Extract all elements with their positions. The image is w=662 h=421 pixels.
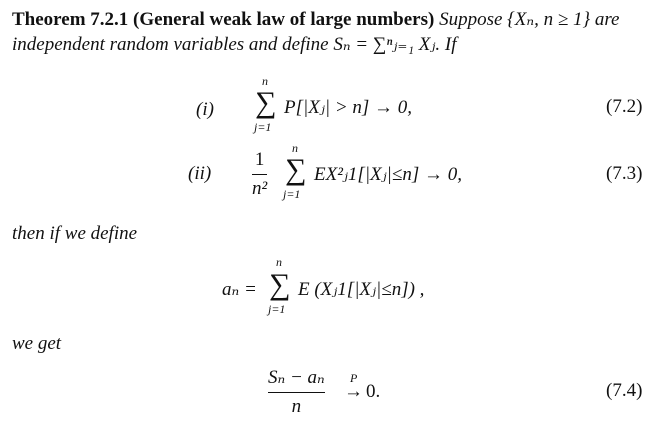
- equation-number-7-4: (7.4): [606, 380, 643, 401]
- conclusion-denominator: n: [291, 396, 302, 417]
- an-sum-top: n: [276, 255, 282, 269]
- conclusion-frac-bar: [268, 392, 325, 393]
- conclusion-fraction: [268, 366, 325, 419]
- conclusion-rhs: 0.: [366, 381, 381, 402]
- condition-ii-frac-bar: [252, 174, 267, 175]
- condition-ii-expression: EX²ⱼ1[|Xⱼ|≤n] → 0,: [314, 164, 462, 185]
- condition-i-expression: P[|Xⱼ| > n] → 0,: [284, 97, 413, 118]
- condition-ii-frac-den: n²: [252, 178, 268, 199]
- conclusion-arrow-label: P: [350, 371, 358, 385]
- condition-ii-sum-top: n: [292, 141, 298, 155]
- condition-ii-fraction: [252, 148, 267, 201]
- theorem-hypothesis-1: Suppose {Xₙ, n ≥ 1} are: [439, 9, 620, 30]
- then-text: then if we define: [12, 223, 138, 244]
- we-get-text: we get: [12, 333, 62, 354]
- condition-ii-sum-bottom: j=1: [283, 187, 301, 201]
- equation-number-7-2: (7.2): [606, 96, 643, 117]
- conclusion-numerator: Sₙ − aₙ: [268, 367, 325, 388]
- condition-i-sum-bottom: j=1: [254, 120, 272, 134]
- theorem-name: (General weak law of large numbers): [133, 9, 435, 30]
- condition-i-label: (i): [196, 99, 214, 120]
- an-sum-bottom: j=1: [268, 302, 286, 316]
- an-lhs: aₙ =: [222, 279, 257, 300]
- theorem-label: Theorem 7.2.1: [12, 9, 129, 30]
- an-expression: E (Xⱼ1[|Xⱼ|≤n]) ,: [298, 279, 425, 300]
- theorem-hypothesis-2: independent random variables and define Sₙ = ∑ⁿⱼ₌₁ Xⱼ. If: [12, 34, 457, 55]
- equation-number-7-3: (7.3): [606, 163, 643, 184]
- condition-i-sum-top: n: [262, 74, 268, 88]
- condition-ii-label: (ii): [188, 163, 212, 184]
- theorem-line-1: [12, 8, 619, 32]
- an-sigma: ∑: [269, 268, 291, 301]
- condition-ii-sigma: ∑: [285, 153, 307, 186]
- condition-i-sigma: ∑: [255, 86, 277, 119]
- condition-ii-frac-num: 1: [254, 149, 265, 170]
- conclusion-arrow: →: [344, 381, 363, 402]
